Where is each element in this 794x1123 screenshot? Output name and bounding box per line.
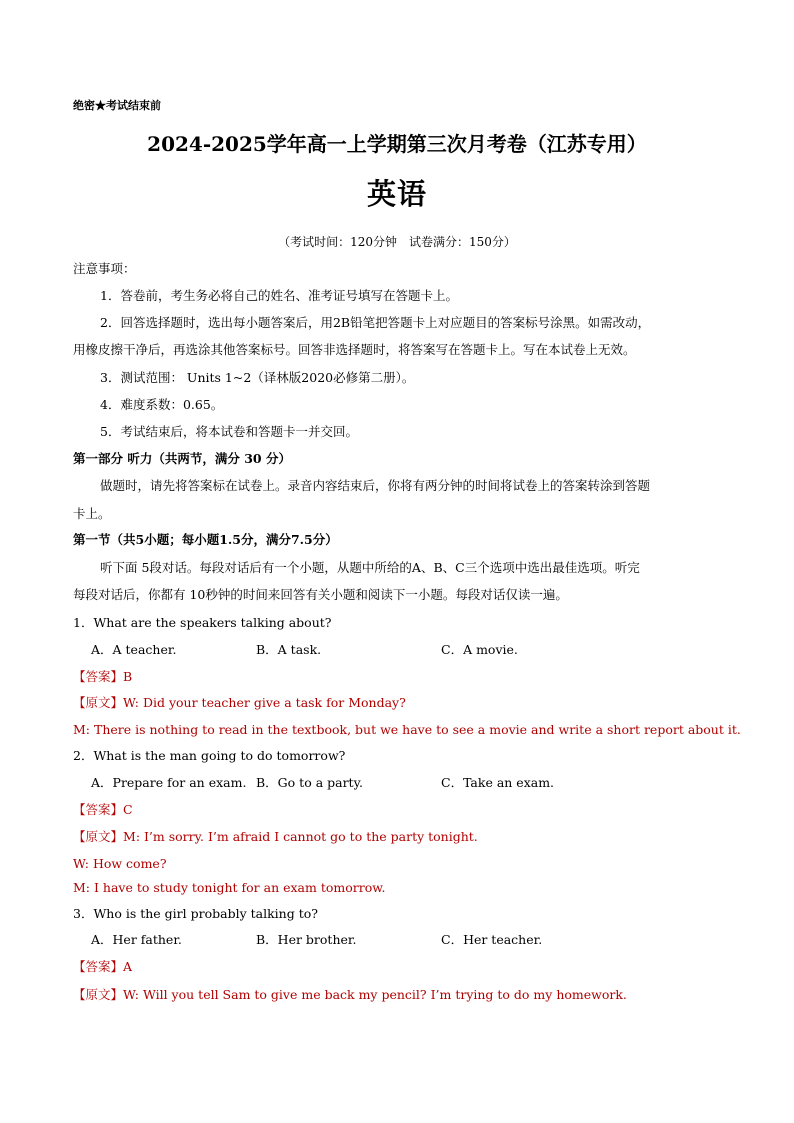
option-c: C．Her teacher. [441, 932, 543, 947]
answer-tag: 【答案】 [73, 959, 124, 974]
transcript-line [73, 987, 627, 1003]
transcript-text: W: Did your teacher give a task for Monday? [123, 695, 406, 710]
transcript-text: M: I’m sorry. I’m afraid I cannot go to the party tonight. [123, 829, 478, 844]
transcript-line: W: How come? [73, 856, 167, 871]
part1-heading: 第一部分 听力（共两节，满分 30 分） [73, 451, 291, 466]
note-item: 5．考试结束后，将本试卷和答题卡一并交回。 [100, 424, 358, 439]
note-item: 3．测试范围： Units 1~2（译林版2020必修第二册）。 [100, 370, 415, 385]
exam-time-info: （考试时间：120分钟 试卷满分：150分） [278, 235, 516, 249]
answer-value: A [123, 959, 133, 974]
option-b: B．A task. [256, 642, 322, 657]
transcript-text: W: Will you tell Sam to give me back my pencil? I’m trying to do my homework. [123, 987, 627, 1002]
confidential-mark: 绝密★考试结束前 [73, 99, 161, 112]
part1-instruction: 做题时，请先将答案标在试卷上。录音内容结束后，你将有两分钟的时间将试卷上的答案转涂到答题 [100, 478, 651, 493]
answer-value: B [123, 669, 133, 684]
transcript-line: M: There is nothing to read in the textbook, but we have to see a movie and write a short report about it. [73, 722, 741, 737]
option-c: C．Take an exam. [441, 775, 555, 790]
section1-instruction: 听下面 5段对话。每段对话后有一个小题，从题中所给的A、B、C三个选项中选出最佳选项。听完 [100, 560, 640, 575]
option-b: B．Her brother. [256, 932, 357, 947]
transcript-line: M: I have to study tonight for an exam tomorrow. [73, 880, 386, 895]
answer-tag: 【答案】 [73, 802, 124, 817]
part1-instruction-cont: 卡上。 [73, 506, 111, 521]
exam-title: 2024-2025学年高一上学期第三次月考卷（江苏专用） [147, 132, 647, 156]
note-item: 4．难度系数：0.65。 [100, 397, 224, 412]
answer-line [73, 669, 132, 685]
transcript-line [73, 829, 478, 845]
option-a: A．Prepare for an exam. [91, 775, 247, 790]
note-item: 1．答卷前，考生务必将自己的姓名、准考证号填写在答题卡上。 [100, 288, 458, 303]
note-item: 2．回答选择题时，选出每小题答案后，用2B铅笔把答题卡上对应题目的答案标号涂黑。如需改动， [100, 315, 651, 330]
note-item-continuation: 用橡皮擦干净后，再选涂其他答案标号。回答非选择题时，将答案写在答题卡上。写在本试卷上无效。 [73, 342, 636, 357]
answer-line [73, 959, 132, 975]
answer-tag: 【答案】 [73, 669, 124, 684]
transcript-tag: 【原文】 [73, 829, 124, 844]
option-a: A．Her father. [91, 932, 182, 947]
transcript-line [73, 695, 406, 711]
option-c: C．A movie. [441, 642, 518, 657]
subject-title: 英语 [366, 177, 427, 211]
question-stem: 3．Who is the girl probably talking to? [73, 906, 318, 921]
question-stem: 1．What are the speakers talking about? [73, 615, 332, 630]
section1-heading: 第一节（共5小题；每小题1.5分，满分7.5分） [73, 532, 338, 547]
answer-line [73, 802, 133, 818]
section1-instruction-cont: 每段对话后，你都有 10秒钟的时间来回答有关小题和阅读下一小题。每段对话仅读一遍。 [73, 587, 568, 602]
transcript-tag: 【原文】 [73, 987, 124, 1002]
transcript-tag: 【原文】 [73, 695, 124, 710]
notes-heading: 注意事项： [73, 261, 136, 276]
question-stem: 2．What is the man going to do tomorrow? [73, 748, 346, 763]
option-b: B．Go to a party. [256, 775, 363, 790]
option-a: A．A teacher. [91, 642, 177, 657]
answer-value: C [123, 802, 133, 817]
